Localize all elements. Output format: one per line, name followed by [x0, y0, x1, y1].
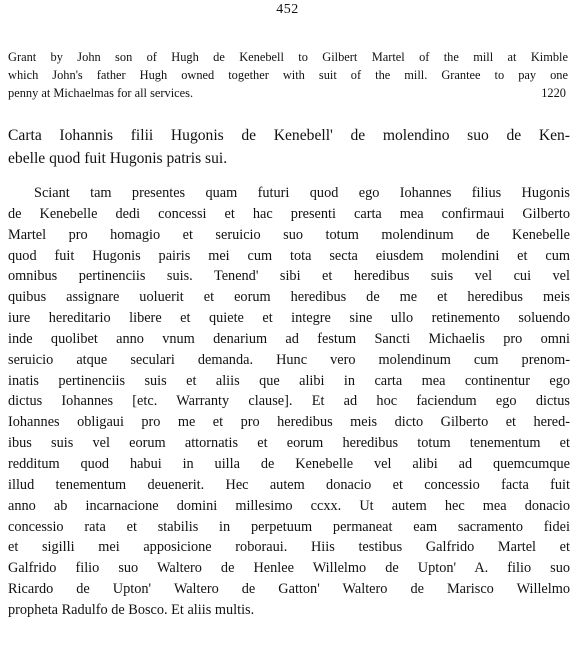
charter-text-line: propheta Radulfo de Bosco. Et aliis multis. [8, 601, 255, 618]
grant-summary [8, 48, 568, 103]
charter-text-line: Sciant tam presentes quam futuri quod ego Iohannes filius Hugonis [34, 185, 570, 201]
charter-text-line: redditum quod habui in uilla de Kenebelle vel alibi ad quemcumque [8, 455, 570, 472]
charter-text-line: Martel pro homagio et seruicio suo totum molendinum de Kenebelle [8, 226, 570, 243]
charter-text-line: Iohannes obligaui pro me et pro heredibus meis dicto Gilberto et hered- [8, 414, 570, 431]
charter-text-line: dictus Iohannes [etc. Warranty clause]. Et ad hoc faciendum ego dictus [8, 393, 570, 410]
charter-text-line: inatis pertinenciis suis et aliis que alibi in carta mea continentur ego [8, 372, 570, 389]
charter-text-line: et sigilli mei apposicione roboraui. Hiis testibus Galfrido Martel et [8, 539, 570, 556]
charter-text-line: quod fuit Hugonis pairis mei cum tota secta eiusdem molendini et cum [8, 247, 570, 264]
charter-text-line: Ricardo de Upton' Waltero de Gatton' Waltero de Marisco Willelmo [8, 581, 570, 598]
summary-line-text: penny at Michaelmas for all services. [8, 86, 194, 101]
charter-text [8, 183, 570, 621]
charter-text-line: de Kenebelle dedi concessi et hac presenti carta mea confirmaui Gilberto [8, 205, 570, 222]
charter-text-line: iure hereditario libere et quiete et integre sine ullo retinemento soluendo [8, 310, 570, 327]
charter-text-line: illud tenementum deuenerit. Hec autem donacio et concessio facta fuit [8, 476, 570, 493]
title-line: Carta Iohannis filii Hugonis de Kenebell' de molendino suo de Ken- [8, 127, 570, 144]
charter-text-line: Galfrido filio suo Waltero de Henlee Willelmo de Upton' A. filio suo [8, 560, 570, 577]
summary-line-last [8, 84, 568, 102]
page-number: 452 [276, 2, 299, 17]
charter-text-line: seruicio atque seculari demanda. Hunc vero molendinum cum prenom- [8, 351, 570, 368]
charter-text-line: inde quolibet anno vnum denarium ad festum Sancti Michaelis pro omni [8, 330, 570, 347]
summary-line: Grant by John son of Hugh de Kenebell to Gilbert Martel of the mill at Kimble [8, 50, 568, 64]
summary-line: which John's father Hugh owned together with suit of the mill. Grantee to pay one [8, 68, 568, 83]
charter-title [8, 124, 570, 170]
charter-text-line: ibus suis vel eorum attornatis et eorum heredibus totum tenementum et [8, 435, 570, 452]
charter-date: 1220 [541, 86, 566, 101]
title-line: ebelle quod fuit Hugonis patris sui. [8, 150, 228, 167]
charter-text-line: omnibus pertinenciis suis. Tenend' sibi et heredibus suis vel cui vel [8, 268, 570, 285]
charter-text-line: quibus assignare uoluerit et eorum heredibus de me et heredibus meis [8, 289, 570, 306]
charter-text-line: concessio rata et stabilis in perpetuum permaneat eam sacramento fidei [8, 518, 570, 535]
charter-text-line: anno ab incarnacione domini millesimo ccxx. Ut autem hec mea donacio [8, 497, 570, 514]
